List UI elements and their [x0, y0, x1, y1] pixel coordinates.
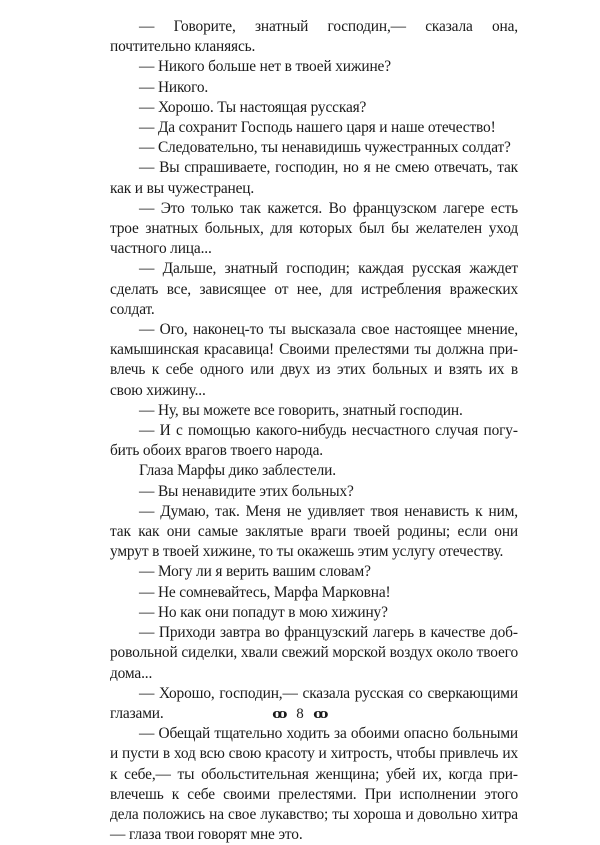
paragraph: — Никого больше нет в твоей хижине?	[139, 58, 391, 76]
paragraph: — Это только так кажется. Во французском лагере есть трое знатных больных, для которых был бы желателен уход частного лица...	[110, 199, 518, 258]
paragraph: — Никого.	[139, 78, 209, 96]
paragraph: — Следовательно, ты ненавидишь чужестранных солдат?	[139, 139, 511, 157]
paragraph: — Не сомневайтесь, Марфа Марковна!	[139, 583, 391, 601]
left-ornament-icon: ꝏ	[272, 706, 288, 721]
paragraph: — Но как они попадут в мою хижину?	[139, 603, 388, 621]
page-number: 8	[296, 706, 304, 722]
paragraph: — Ну, вы можете все говорить, знатный господин.	[139, 401, 463, 419]
paragraph: — Дальше, знатный господин; каждая русская жаждет сделать все, зависящее от нее, для истребления вражеских солдат.	[110, 260, 518, 318]
paragraph: — Думаю, так. Меня не удивляет твоя ненависть к ним, так как они самые заклятые враги твоей родины; если они умрут в твоей хижине, то ты окажешь этим услугу отечеству.	[110, 502, 518, 561]
paragraph: — Вы спрашиваете, господин, но я не смею отвечать, так как и вы чужестранец.	[110, 159, 518, 197]
paragraph: — Обещай тщательно ходить за обоими опасно больными и пусти в ход всю свою красоту и хитрость, чтобы привлечь их к себе,— ты обольстительная женщина; убей их, когда привлечешь к себе своими прелестями. При исполнении этого дела положись на свое лукавство; ты хороша и довольно хитра — глаза твои говорят мне это.	[110, 725, 518, 844]
paragraph: — Хорошо, господин,— сказала русская со сверкающими глазами.	[110, 684, 518, 722]
paragraph: — Да сохранит Господь нашего царя и наше отечество!	[139, 119, 496, 137]
paragraph: — Говорите, знатный господин,— сказала она, почтительно кланяясь.	[110, 18, 518, 56]
paragraph: — Приходи завтра во французский лагерь в качестве добровольной сиделки, хвали свежий морской воздух около твоего дома...	[110, 624, 518, 682]
right-ornament-icon: ꝏ	[312, 706, 328, 721]
paragraph: — Вы ненавидите этих больных?	[139, 482, 354, 500]
paragraph: — Ого, наконец-то ты высказала свое настоящее мнение, камышинская красавица! Своими прелестями ты должна привлечь к себе одного или двух из этих больных и взять их в свою хижину...	[110, 321, 518, 399]
page-number-footer	[0, 705, 600, 723]
paragraph: — И с помощью какого-нибудь несчастного случая погубить обоих врагов твоего народа.	[110, 422, 518, 460]
paragraph: Глаза Марфы дико заблестели.	[139, 462, 336, 480]
paragraph: — Хорошо. Ты настоящая русская?	[139, 98, 367, 116]
paragraph: — Могу ли я верить вашим словам?	[139, 563, 371, 581]
